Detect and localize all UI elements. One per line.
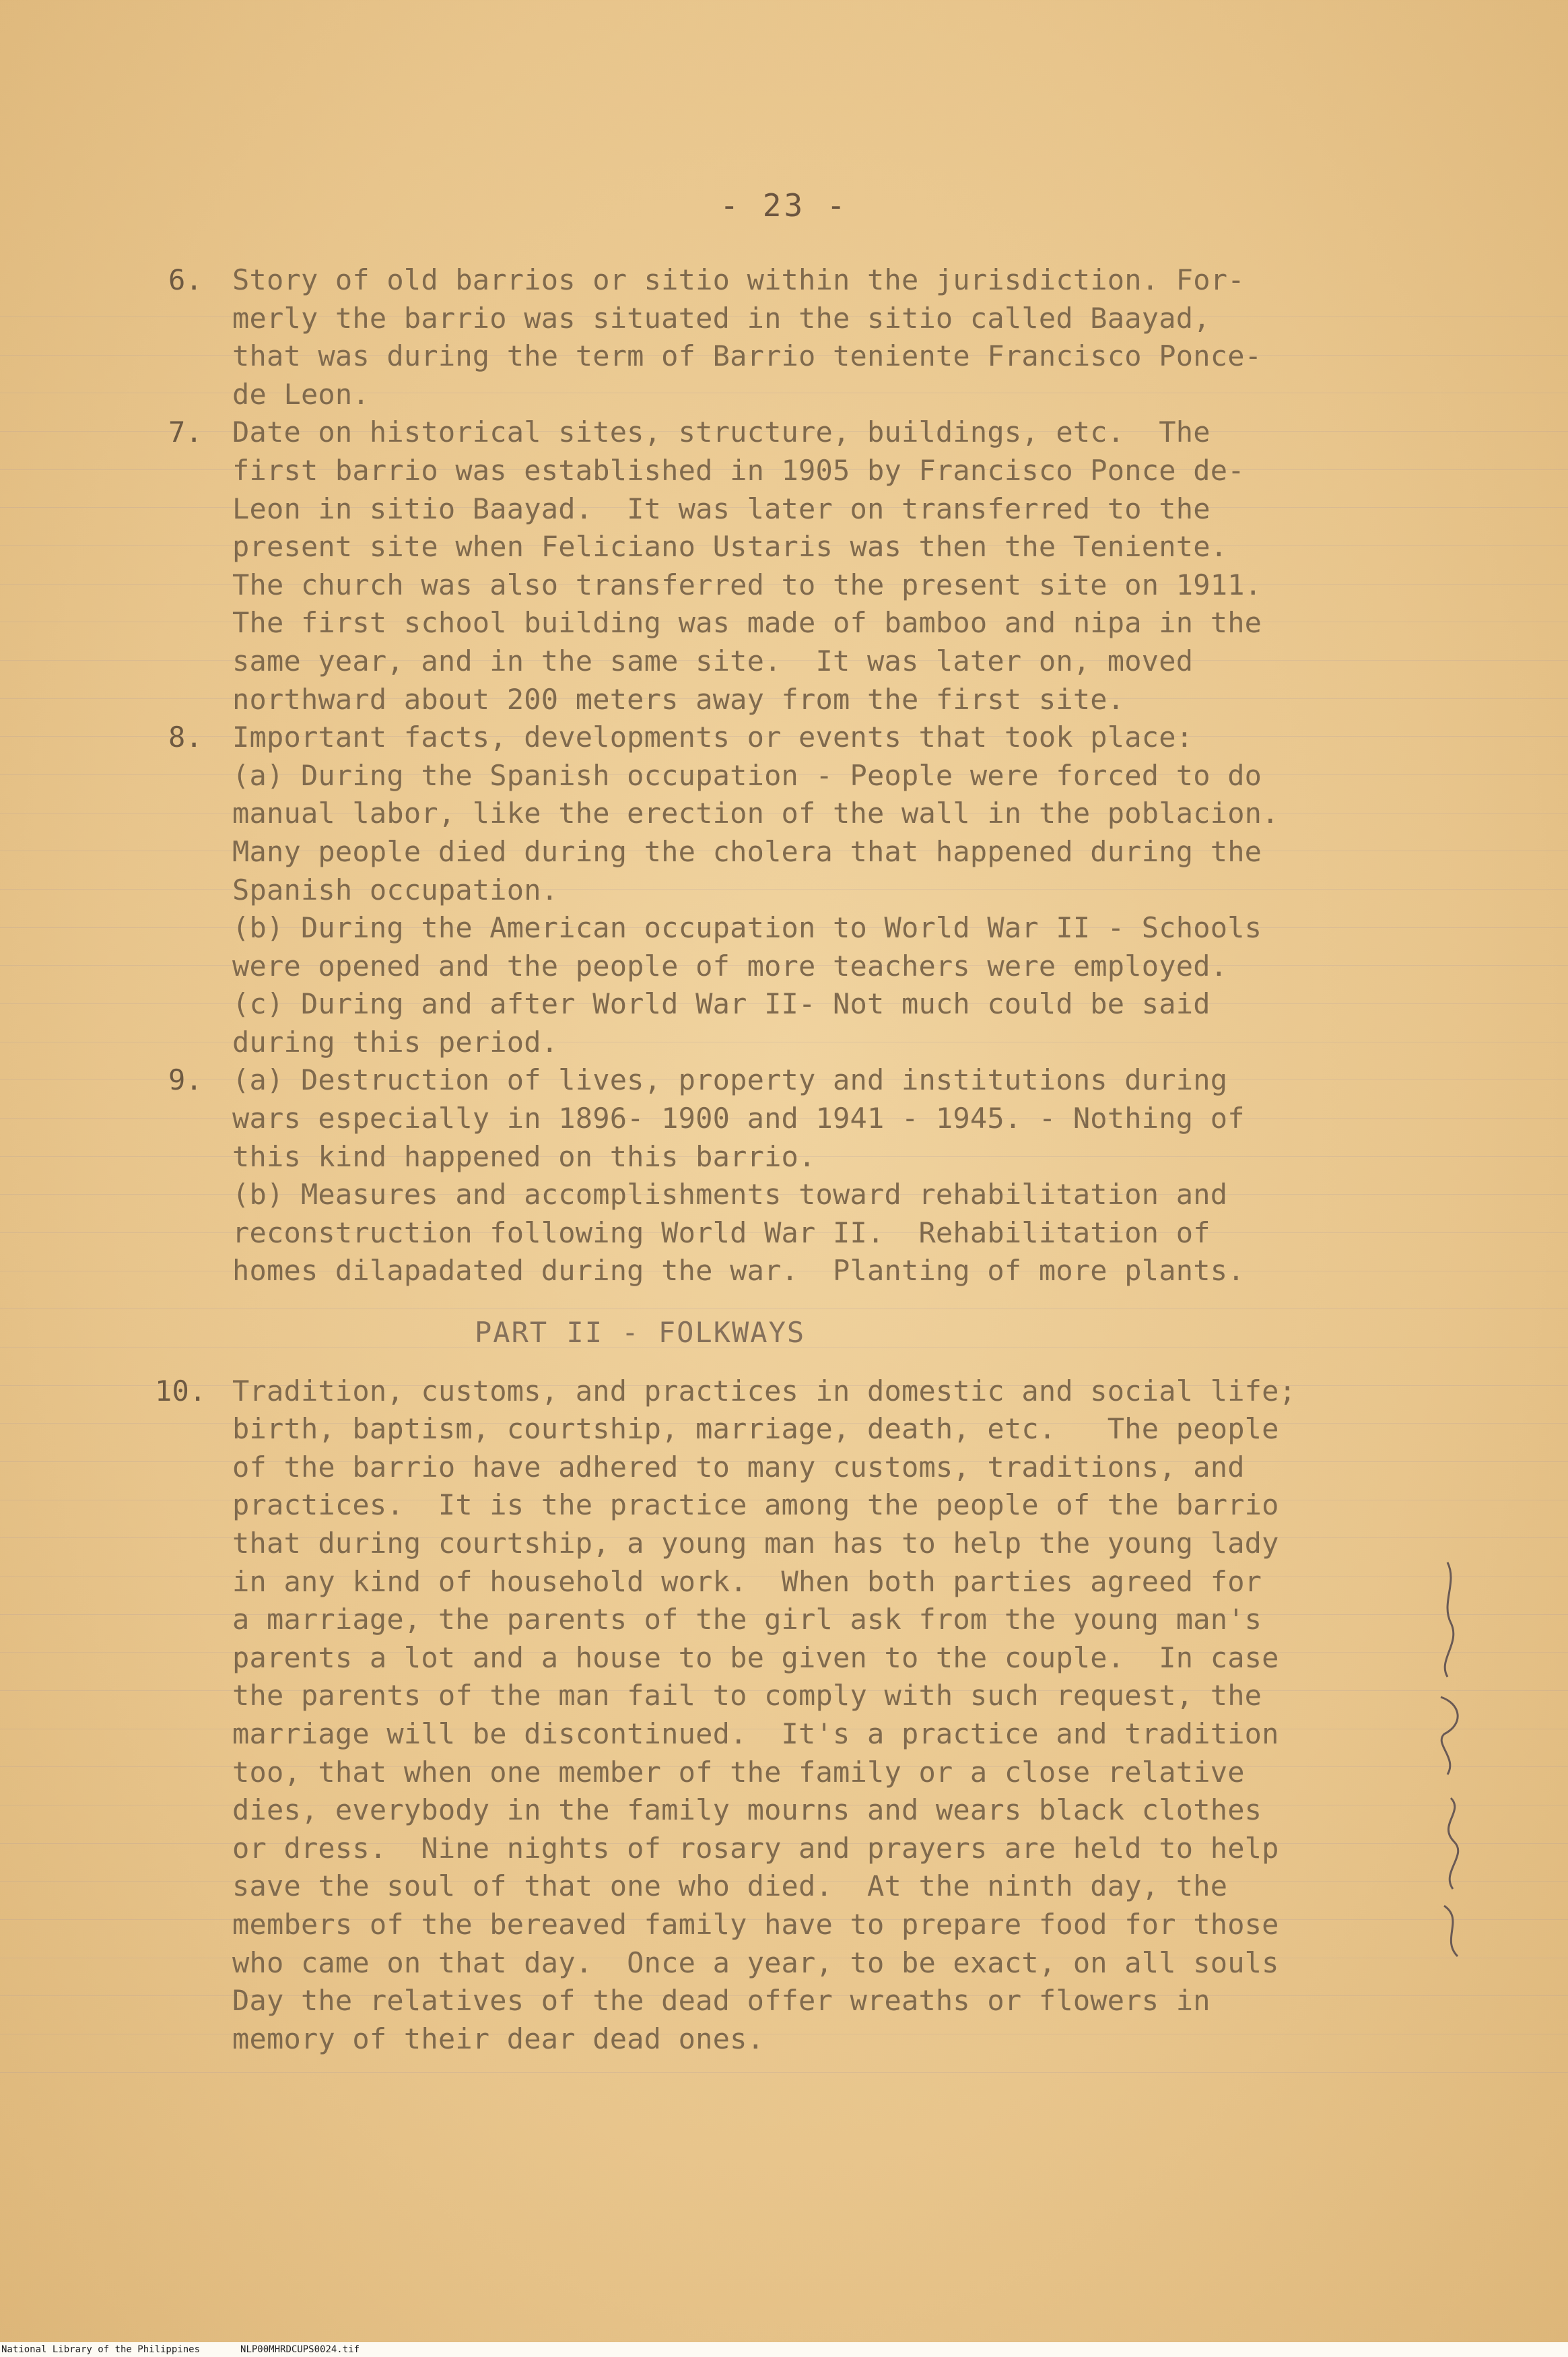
text-line: marriage will be discontinued. It's a practice and tradition [232, 1717, 1279, 1750]
text-line: (c) During and after World War II- Not much could be said [232, 987, 1211, 1021]
text-line: merly the barrio was situated in the sitio called Baayad, [232, 301, 1211, 335]
text-line: The first school building was made of bamboo and nipa in the [232, 606, 1262, 640]
item-number: 6. [168, 263, 203, 296]
footer-filename: NLP00MHRDCUPS0024.tif [240, 2344, 360, 2355]
page-number: - 23 - [720, 187, 848, 224]
text-line: dies, everybody in the family mourns and wears black clothes [232, 1793, 1262, 1827]
text-line: present site when Feliciano Ustaris was then the Teniente. [232, 530, 1228, 564]
item-10 [155, 1372, 1441, 2059]
text-line: Leon in sitio Baayad. It was later on transferred to the [232, 492, 1211, 525]
item-7 [162, 413, 1441, 719]
text-line: this kind happened on this barrio. [232, 1139, 816, 1173]
text-line: Spanish occupation. [232, 873, 559, 906]
item-number: 7. [168, 416, 203, 449]
item-number: 9. [168, 1063, 203, 1097]
document-body [155, 261, 1441, 2058]
text-line: that during courtship, a young man has to help the young lady [232, 1527, 1279, 1560]
text-line: same year, and in the same site. It was later on, moved [232, 644, 1194, 677]
text-line: de Leon. [232, 377, 370, 411]
text-line: The church was also transferred to the present site on 1911. [232, 568, 1262, 601]
text-line: Story of old barrios or sitio within the jurisdiction. For- [232, 263, 1245, 296]
text-line: (b) During the American occupation to World War II - Schools [232, 911, 1262, 945]
text-line: Date on historical sites, structure, buildings, etc. The [232, 416, 1211, 449]
text-line: were opened and the people of more teachers were employed. [232, 949, 1228, 983]
text-line: practices. It is the practice among the people of the barrio [232, 1488, 1279, 1522]
text-line: Important facts, developments or events that took place: [232, 721, 1194, 754]
handwritten-signature [1400, 1542, 1495, 1973]
text-line: that was during the term of Barrio teniente Francisco Ponce- [232, 339, 1262, 373]
footer-institution: National Library of the Philippines [1, 2344, 201, 2355]
text-line: reconstruction following World War II. Rehabilitation of [232, 1216, 1211, 1249]
item-9 [162, 1061, 1441, 1290]
item-number: 10. [155, 1374, 207, 1407]
part-heading: PART II - FOLKWAYS [475, 1316, 806, 1350]
text-line: manual labor, like the erection of the wall in the poblacion. [232, 797, 1279, 830]
text-line: too, that when one member of the family or a close relative [232, 1755, 1245, 1789]
text-line: (a) Destruction of lives, property and institutions during [232, 1063, 1228, 1097]
text-line: who came on that day. Once a year, to be exact, on all souls [232, 1946, 1279, 1979]
item-number: 8. [168, 721, 203, 754]
text-line: during this period. [232, 1025, 559, 1059]
text-line: (b) Measures and accomplishments toward rehabilitation and [232, 1178, 1228, 1211]
archive-footer [0, 2342, 1568, 2357]
text-line: northward about 200 meters away from the first site. [232, 682, 1125, 716]
text-line: a marriage, the parents of the girl ask from the young man's [232, 1603, 1262, 1636]
text-line: save the soul of that one who died. At the ninth day, the [232, 1869, 1228, 1903]
item-8 [162, 719, 1441, 1061]
text-line: Many people died during the cholera that happened during the [232, 834, 1262, 868]
text-line: the parents of the man fail to comply with such request, the [232, 1679, 1262, 1713]
text-line: (a) During the Spanish occupation - People were forced to do [232, 758, 1262, 792]
text-line: Tradition, customs, and practices in domestic and social life; [232, 1374, 1297, 1407]
text-line: of the barrio have adhered to many customs, traditions, and [232, 1450, 1245, 1484]
text-line: wars especially in 1896- 1900 and 1941 - 1945. - Nothing of [232, 1102, 1245, 1135]
text-line: Day the relatives of the dead offer wreaths or flowers in [232, 1984, 1211, 2018]
text-line: memory of their dear dead ones. [232, 2022, 765, 2055]
text-line: birth, baptism, courtship, marriage, death, etc. The people [232, 1412, 1279, 1446]
text-line: first barrio was established in 1905 by Francisco Ponce de- [232, 453, 1245, 487]
text-line: in any kind of household work. When both parties agreed for [232, 1564, 1262, 1598]
text-line: homes dilapadated during the war. Planting of more plants. [232, 1254, 1245, 1288]
text-line: or dress. Nine nights of rosary and prayers are held to help [232, 1831, 1279, 1865]
item-6 [162, 261, 1441, 413]
text-line: parents a lot and a house to be given to the couple. In case [232, 1640, 1279, 1674]
text-line: members of the bereaved family have to prepare food for those [232, 1907, 1279, 1941]
